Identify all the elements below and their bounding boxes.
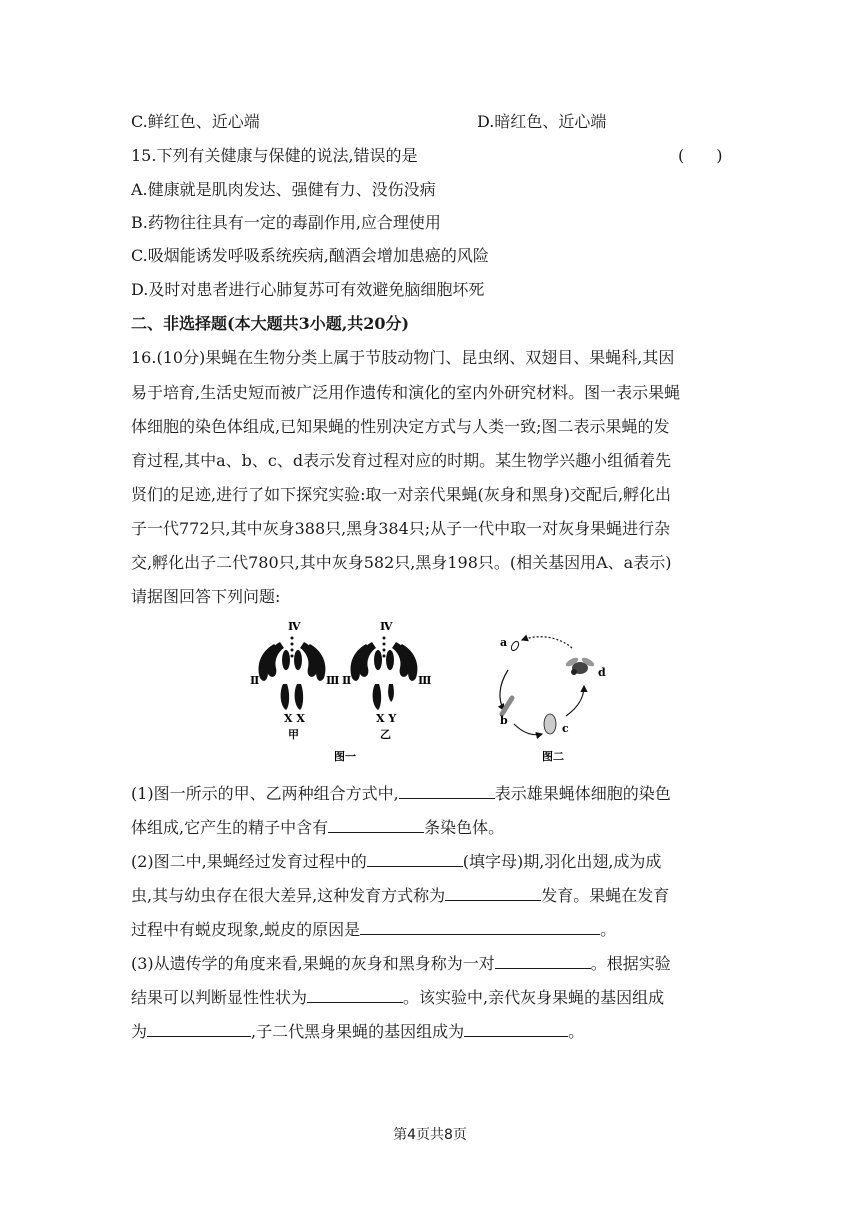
answer-blank[interactable]: [464, 1020, 568, 1037]
q15-option-b: B.药物往往具有一定的毒副作用,应合理使用: [131, 213, 441, 232]
yi-sex-chromosomes: X Y: [376, 712, 397, 725]
answer-blank[interactable]: [367, 850, 463, 867]
jia-sex-chromosomes: X X: [284, 712, 305, 725]
answer-blank[interactable]: [360, 918, 600, 935]
q15-answer-paren: ( ): [678, 146, 723, 165]
q16-part3-line3: 为 ,子二代黑身果蝇的基因组成为 。: [131, 1022, 585, 1041]
q15-stem: 15.下列有关健康与保健的说法,错误的是: [131, 146, 418, 165]
answer-blank[interactable]: [147, 1020, 251, 1037]
figure-1-caption: 图一: [334, 750, 356, 763]
stage-a-label: a: [500, 636, 508, 649]
figure-2-life-cycle-diagram: [488, 626, 618, 766]
q15-option-a: A.健康就是肌肉发达、强健有力、没伤没病: [131, 180, 436, 199]
roman-iv-label: Ⅳ: [380, 620, 393, 633]
stage-c-label: c: [562, 722, 569, 735]
q16-text-line: 请据图回答下列问题:: [131, 587, 281, 606]
stage-b-label: b: [500, 714, 508, 727]
answer-blank[interactable]: [445, 884, 541, 901]
roman-iii-label: Ⅲ: [418, 674, 432, 687]
answer-blank[interactable]: [328, 816, 424, 833]
adult-fly-icon: [564, 656, 595, 675]
q14-option-d: D.暗红色、近心端: [477, 112, 607, 131]
q16-text-line: 子一代772只,其中灰身388只,黑身384只;从子一代中取一对灰身果蝇进行杂: [131, 519, 671, 538]
larva-icon: [502, 698, 512, 714]
q15-option-d: D.及时对患者进行心肺复苏可有效避免脑细胞坏死: [131, 280, 485, 299]
yi-label: 乙: [380, 728, 391, 741]
answer-blank[interactable]: [307, 986, 403, 1003]
answer-blank[interactable]: [399, 782, 495, 799]
page-number: 第4页共8页: [393, 1127, 467, 1143]
q16-text-line: 贤们的足迹,进行了如下探究实验:取一对亲代果蝇(灰身和黑身)交配后,孵化出: [131, 485, 672, 504]
roman-ii-label: Ⅱ: [342, 674, 352, 687]
roman-ii-label: Ⅱ: [250, 674, 260, 687]
pupa-icon: [544, 714, 556, 734]
q16-part1-line1: (1)图一所示的甲、乙两种组合方式中, 表示雄果蝇体细胞的染色: [131, 784, 671, 803]
jia-chromosome-set: [250, 620, 339, 741]
q16-part1-line2: 体组成,它产生的精子中含有 条染色体。: [131, 818, 505, 837]
egg-icon: [510, 640, 520, 652]
answer-blank[interactable]: [495, 952, 591, 969]
q16-part2-line1: (2)图二中,果蝇经过发育过程中的 (填字母)期,羽化出翅,成为成: [131, 852, 662, 871]
q16-text-line: 16.(10分)果蝇在生物分类上属于节肢动物门、昆虫纲、双翅目、果蝇科,其因: [131, 348, 675, 367]
stage-d-label: d: [598, 666, 606, 679]
q16-text-line: 交,孵化出子二代780只,其中灰身582只,黑身198只。(相关基因用A、a表示): [131, 553, 672, 572]
figure-2-caption: 图二: [542, 750, 564, 763]
q14-option-c: C.鲜红色、近心端: [131, 112, 260, 131]
q16-part3-line1: (3)从遗传学的角度来看,果蝇的灰身和黑身称为一对 。根据实验: [131, 954, 671, 973]
yi-chromosome-set: [342, 620, 431, 741]
q16-part2-line3: 过程中有蜕皮现象,蜕皮的原因是 。: [131, 920, 617, 939]
q15-option-c: C.吸烟能诱发呼吸系统疾病,酗酒会增加患癌的风险: [131, 246, 489, 265]
q16-part2-line2: 虫,其与幼虫存在很大差异,这种发育方式称为 发育。果蝇在发育: [131, 886, 670, 905]
jia-label: 甲: [288, 728, 299, 741]
q16-text-line: 易于培育,生活史短而被广泛用作遗传和演化的室内外研究材料。图一表示果蝇: [131, 383, 681, 402]
section-title: 二、非选择题(本大题共3小题,共20分): [131, 314, 410, 333]
roman-iii-label: Ⅲ: [326, 674, 340, 687]
roman-iv-label: Ⅳ: [288, 620, 301, 633]
q16-part3-line2: 结果可以判断显性性状为 。该实验中,亲代灰身果蝇的基因组成: [131, 988, 665, 1007]
q16-text-line: 体细胞的染色体组成,已知果蝇的性别决定方式与人类一致;图二表示果蝇的发: [131, 417, 670, 436]
figure-1-chromosome-diagram: [250, 618, 460, 766]
q16-text-line: 育过程,其中a、b、c、d表示发育过程对应的时期。某生物学兴趣小组循着先: [131, 451, 672, 470]
